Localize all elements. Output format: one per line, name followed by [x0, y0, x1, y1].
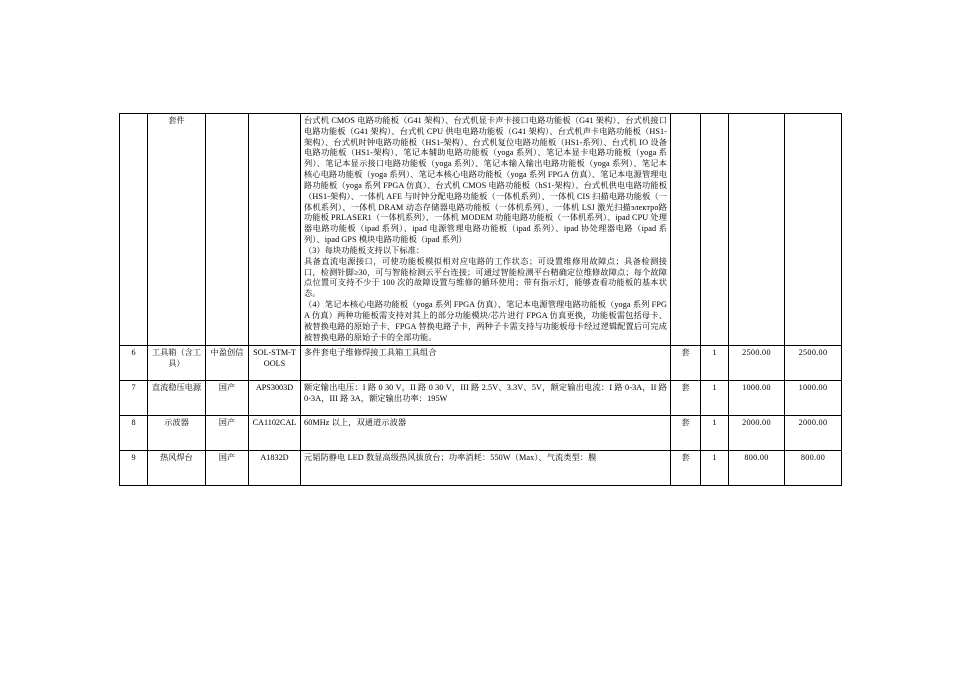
cell-qty: 1	[701, 381, 729, 416]
cell-qty: 1	[701, 416, 729, 451]
cell-brand: 国产	[206, 416, 249, 451]
cell-spec: 60MHz 以上，双通道示波器	[301, 416, 671, 451]
table-row	[120, 346, 842, 381]
cell-qty	[701, 114, 729, 346]
cell-model: APS3003D	[249, 381, 301, 416]
cell-name: 套件	[148, 114, 206, 346]
cell-index	[120, 114, 148, 346]
cell-price	[729, 114, 785, 346]
cell-spec: 元韬防静电 LED 数显高级热风拔放台；功率消耗：550W（Max）、气流类型：膜	[301, 451, 671, 486]
spec-paragraph-3: 具备直流电源接口，可使功能板模拟相对应电路的工作状态；可设置维修用故障点；具备检测接口，检测针脚≥30，可与智能检测云平台连接；可通过智能检测平台精确定位维修故障点；每个故障点位置可支持不少于 100 次的故障设置与维修的循环使用；带有指示灯，能够查看功能板的基本状态。	[304, 256, 667, 299]
cell-spec	[301, 114, 671, 346]
cell-price: 2500.00	[729, 346, 785, 381]
spec-paragraph-4: （4）笔记本核心电路功能板（yoga 系列 FPGA 仿真）、笔记本电源管理电路功能板（yoga 系列 FPGA 仿真）两种功能板需支持对其上的部分功能模块/芯片进行 FPGA 仿真更换，功能板需包括母卡、被替换电路的原始子卡、FPGA 替换电路子卡，两种子卡需支持与功能板母卡经过逻辑配置后可完成被替换电路的原始子卡的全部功能。	[304, 300, 667, 342]
cell-name: 工具箱（含工具）	[148, 346, 206, 381]
cell-brand: 国产	[206, 451, 249, 486]
cell-total	[785, 114, 842, 346]
cell-model: A1832D	[249, 451, 301, 486]
table-row	[120, 381, 842, 416]
cell-model: CA1102CAL	[249, 416, 301, 451]
cell-unit: 套	[671, 381, 701, 416]
cell-name: 示波器	[148, 416, 206, 451]
cell-price: 1000.00	[729, 381, 785, 416]
cell-total: 800.00	[785, 451, 842, 486]
cell-total: 2500.00	[785, 346, 842, 381]
table-row	[120, 451, 842, 486]
cell-unit: 套	[671, 416, 701, 451]
bid-item-table-container	[119, 113, 841, 486]
spec-paragraph-2: （3）每块功能板支持以下标准：	[304, 245, 425, 255]
cell-spec: 额定输出电压：I 路 0 30 V，II 路 0 30 V，III 路 2.5V、3.3V、5V，额定输出电流：I 路 0-3A，II 路 0-3A，III 路 3A，额定输出功率：195W	[301, 381, 671, 416]
cell-price: 2000.00	[729, 416, 785, 451]
spec-paragraph-1: 台式机 CMOS 电路功能板（G41 架构）、台式机显卡声卡接口电路功能板（G41 架构）、台式机接口电路功能板（G41 架构）、台式机 CPU 供电电路功能板（G41 架构）、台式机声卡电路功能板（HS1-架构）、台式机时钟电路功能板（HS1-架构）、台式机复位电路功能板（HS1-系列）、台式机 IO 设备电路功能板（HS1-架构）、笔记本辅助电路功能板（yoga 系列）、笔记本显卡电路功能板（yoga 系列）、笔记本显示接口电路功能板（yoga 系列）、笔记本输入输出电路功能板（yoga 系列）、笔记本核心电路功能板（yoga 系列）、笔记本核心电路功能板（yoga 系列 FPGA 仿真）、笔记本电源管理电路功能板（yoga 系列 FPGA 仿真）、台式机 CMOS 电路功能板（hS1-架构）、台式机供电电路功能板（HS1-架构）、一体机 AFE 与时钟分配电路功能板（一体机系列）、一体机 CIS 扫描电路功能板（一体机系列）、一体机 DRAM 动态存储器电路功能板（一体机系列）、一体机 LSJ 激光扫描электро路功能板 PRLASER1（一体机系列）、一体机 MODEM 功能电路功能板（一体机系列）、ipad CPU 处理器电路功能板（ipad 系列）、ipad 电源管理电路功能板（ipad 系列）、ipad 协处理器电路（ipad 系列）、ipad GPS 模块电路功能板（ipad 系列）	[304, 116, 667, 245]
cell-model: SOL-STM-TOOLS	[249, 346, 301, 381]
cell-qty: 1	[701, 451, 729, 486]
cell-unit: 套	[671, 346, 701, 381]
cell-index: 8	[120, 416, 148, 451]
cell-model	[249, 114, 301, 346]
cell-index: 7	[120, 381, 148, 416]
cell-price: 800.00	[729, 451, 785, 486]
cell-unit	[671, 114, 701, 346]
cell-name: 直流稳压电源	[148, 381, 206, 416]
cell-brand: 中盈创信	[206, 346, 249, 381]
cell-brand: 国产	[206, 381, 249, 416]
cell-index: 6	[120, 346, 148, 381]
cell-total: 1000.00	[785, 381, 842, 416]
bid-item-table	[119, 113, 842, 486]
cell-index: 9	[120, 451, 148, 486]
cell-qty: 1	[701, 346, 729, 381]
cell-spec: 多件套电子维修焊接工具箱工具组合	[301, 346, 671, 381]
cell-unit: 套	[671, 451, 701, 486]
cell-brand	[206, 114, 249, 346]
cell-name: 热风焊台	[148, 451, 206, 486]
cell-total: 2000.00	[785, 416, 842, 451]
table-row	[120, 416, 842, 451]
table-row	[120, 114, 842, 346]
